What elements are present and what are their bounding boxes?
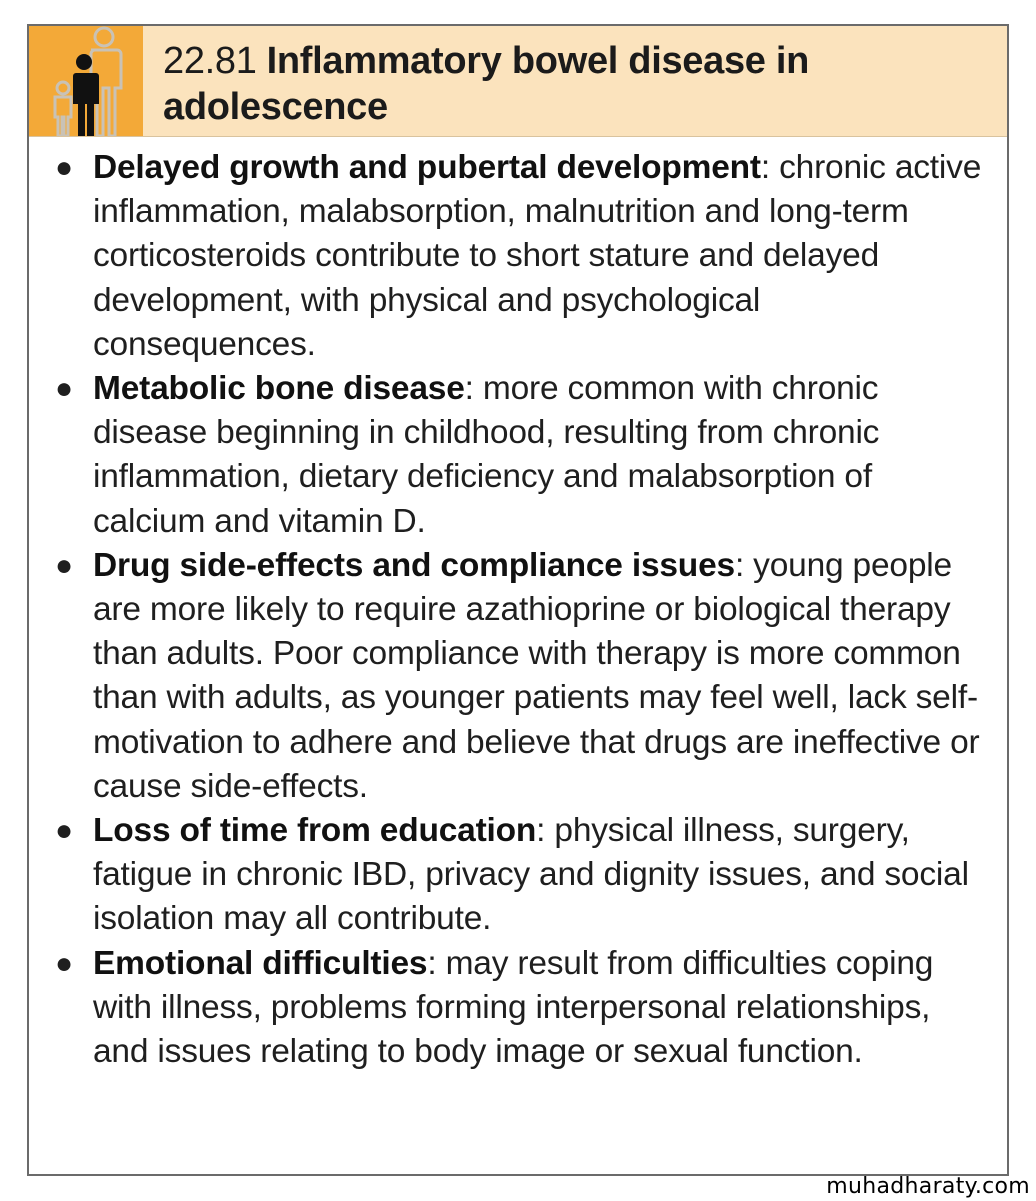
family-figures-icon — [29, 26, 143, 136]
list-item — [53, 809, 987, 942]
item-lead: Loss of time from education — [93, 812, 537, 850]
item-text: : chronic active inflammation, malabsorption, malnutrition and long-term corticosteroids contribute to short stature and delayed development, with physical and psychological consequences. — [93, 149, 982, 363]
item-lead: Delayed growth and pubertal development — [93, 149, 761, 186]
item-lead: Metabolic bone disease — [93, 370, 465, 408]
item-text: : may result from difficulties coping with illness, problems forming interpersonal relationships, and issues relating to body image or sexual function. — [93, 944, 934, 1071]
list-item — [53, 942, 987, 1075]
item-text: : more common with chronic disease beginning in childhood, resulting from chronic inflammation, dietary deficiency and malabsorption of calcium and vitamin D. — [93, 370, 880, 540]
watermark: muhadharaty.com — [826, 1174, 1030, 1199]
list-item — [53, 367, 987, 544]
bullet-icon: ● — [55, 372, 73, 406]
bullet-icon: ● — [55, 946, 73, 980]
bullet-icon: ● — [55, 814, 73, 848]
list-item — [53, 146, 987, 367]
item-lead: Drug side-effects and compliance issues — [93, 546, 735, 584]
item-text: : physical illness, surgery, fatigue in chronic IBD, privacy and dignity issues, and social isolation may all contribute. — [93, 812, 969, 938]
info-box — [27, 24, 1009, 1176]
box-title — [163, 38, 987, 130]
bullet-icon: ● — [55, 151, 73, 184]
item-text: : young people are more likely to require azathioprine or biological therapy than adults. Poor compliance with therapy is more common than with adults, as younger patients may feel well, lack self-motivation to adhere and believe that drugs are ineffective or cause side-effects. — [93, 546, 980, 805]
item-lead: Emotional difficulties — [93, 944, 428, 982]
bullet-list — [53, 146, 987, 1074]
box-number: 22.81 — [163, 40, 257, 82]
box-header — [29, 26, 1007, 137]
bullet-icon: ● — [55, 548, 73, 582]
list-item — [53, 544, 987, 809]
icon-tile — [29, 26, 143, 136]
box-title-text: Inflammatory bowel disease in adolescence — [163, 40, 810, 128]
